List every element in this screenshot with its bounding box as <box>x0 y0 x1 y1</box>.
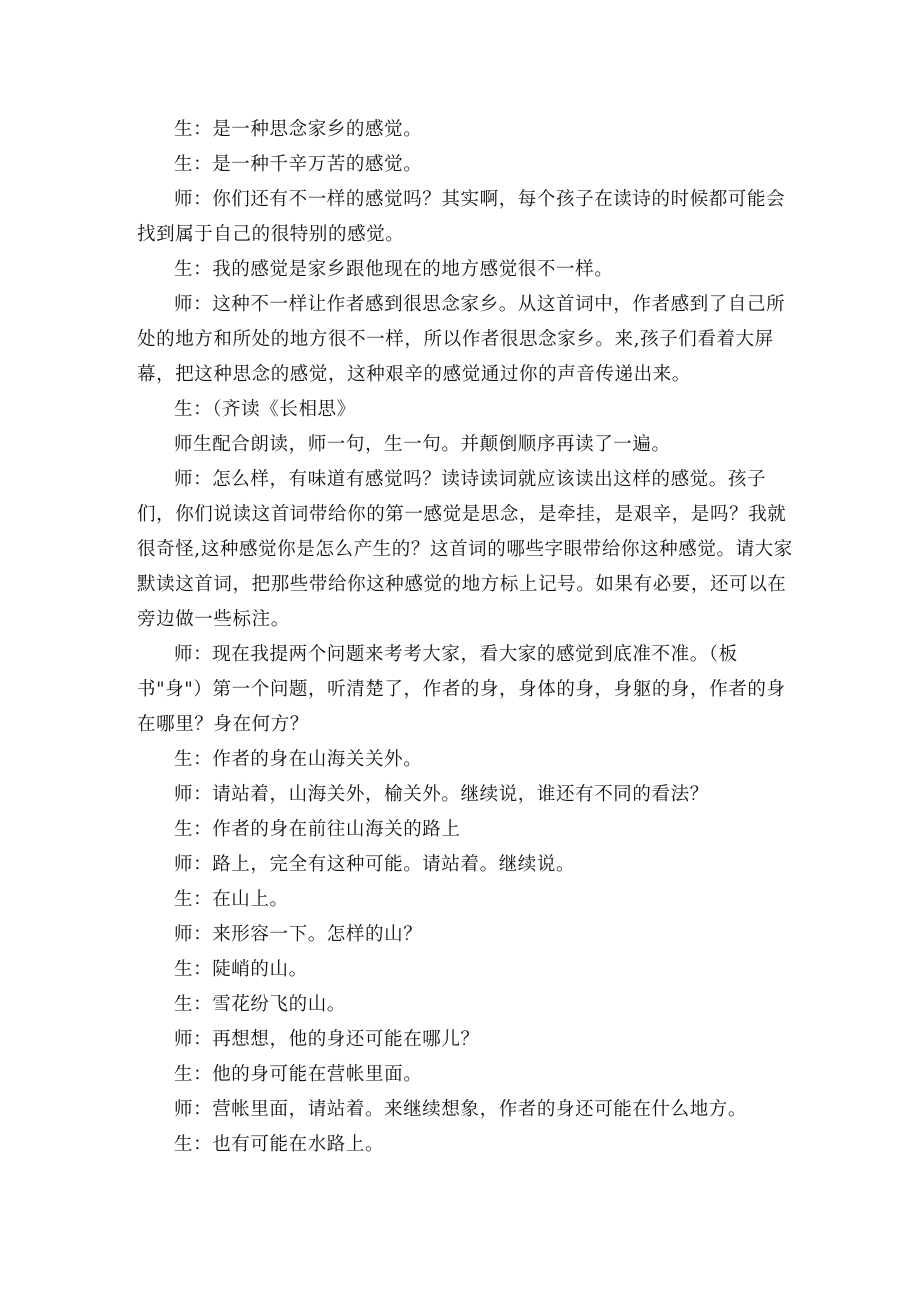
paragraph: 生：陡峭的山。 <box>174 959 308 980</box>
paragraph: 生：在山上。 <box>174 889 289 910</box>
paragraph: 师：现在我提两个问题来考考大家，看大家的感觉到底准不准。（板书"身"）第一个问题，听清楚了，作者的身，身体的身，身躯的身，作者的身在哪里？身在何方？ <box>137 644 786 735</box>
paragraph: 师：怎么样，有味道有感觉吗？读诗读词就应该读出这样的感觉。孩子们，你们说读这首词带给你的第一感觉是思念，是牵挂，是艰辛，是吗？我就很奇怪,这种感觉你是怎么产生的？这首词的哪些字眼带给你这种感觉。请大家默读这首词，把那些带给你这种感觉的地方标上记号。如果有必要，还可以在旁边做一些标注。 <box>137 469 793 630</box>
paragraph: 生：也有可能在水路上。 <box>174 1134 385 1155</box>
paragraph: 生：他的身可能在营帐里面。 <box>174 1064 423 1085</box>
paragraph: 师：营帐里面，请站着。来继续想象，作者的身还可能在什么地方。 <box>174 1099 748 1120</box>
paragraph: 生：我的感觉是家乡跟他现在的地方感觉很不一样。 <box>174 259 614 280</box>
paragraph: 师：请站着，山海关外，榆关外。继续说，谁还有不同的看法？ <box>174 784 709 805</box>
paragraph: 生：作者的身在前往山海关的路上 <box>174 819 461 840</box>
paragraph: 师：你们还有不一样的感觉吗？其实啊，每个孩子在读诗的时候都可能会找到属于自己的很特别的感觉。 <box>137 189 786 245</box>
paragraph: 师：来形容一下。怎样的山？ <box>174 924 423 945</box>
paragraph: 生：是一种千辛万苦的感觉。 <box>174 154 423 175</box>
paragraph: 师生配合朗读，师一句，生一句。并颠倒顺序再读了一遍。 <box>174 434 671 455</box>
paragraph: 生：（齐读《长相思》 <box>174 399 356 420</box>
paragraph: 师：这种不一样让作者感到很思念家乡。从这首词中，作者感到了自己所处的地方和所处的地方很不一样，所以作者很思念家乡。来,孩子们看着大屏幕，把这种思念的感觉，这种艰辛的感觉通过你的声音传递出来。 <box>137 294 786 385</box>
paragraph: 生：是一种思念家乡的感觉。 <box>174 119 423 140</box>
document-body <box>137 112 797 1162</box>
paragraph: 师：再想想，他的身还可能在哪儿？ <box>174 1029 480 1050</box>
paragraph: 生：作者的身在山海关关外。 <box>174 749 423 770</box>
paragraph: 生：雪花纷飞的山。 <box>174 994 346 1015</box>
paragraph: 师：路上，完全有这种可能。请站着。继续说。 <box>174 854 576 875</box>
